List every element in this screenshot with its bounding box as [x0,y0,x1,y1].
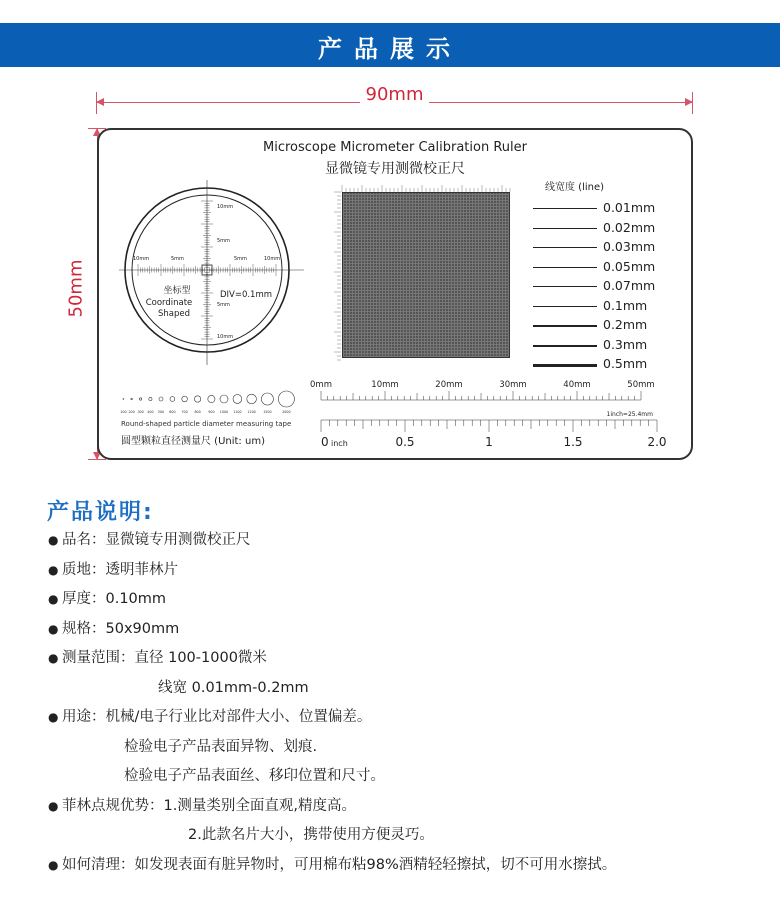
mm-ruler-label: 20mm [435,380,463,390]
mm-ruler-label: 30mm [499,380,527,390]
inch-ruler-label: 0 [321,435,329,449]
inch-conversion-note: 1inch=25.4mm [606,411,653,418]
reticle-type-cn: 坐标型 [163,286,191,296]
line-width-label: 0.2mm [603,317,648,332]
line-width-sample [533,345,597,348]
particle-size-label: 300 [137,410,144,414]
spec-line [48,705,768,735]
line-width-label: 0.03mm [603,239,656,254]
line-width-row [531,238,681,258]
line-width-row [531,258,681,278]
line-width-sample [533,306,597,308]
mm-ruler-label: 50mm [627,380,655,390]
line-width-sample [533,228,597,229]
spec-line [48,587,768,617]
line-width-label: 0.07mm [603,278,656,293]
bullet-icon: ● [48,651,59,665]
particle-size-label: 200 [128,410,135,414]
particle-size-label: 600 [169,410,176,414]
reticle-vscale-label: 5mm [217,302,230,308]
width-label-text: 90mm [360,84,430,105]
bullet-icon: ● [48,562,59,577]
spec-line [48,764,768,794]
spec-line [48,558,768,588]
reticle-vscale-label: 5mm [217,238,230,244]
reticle-scale-label: 10mm [133,256,150,262]
inch-ruler-scale [315,406,667,456]
particle-size-label: 100 [120,410,127,414]
card-title-cn: 显微镜专用测微校正尺 [325,161,465,177]
bullet-icon: ● [48,621,59,636]
spec-line [48,794,768,824]
reticle-type-en-1: Coordinate [145,298,193,308]
spec-text: 线宽 0.01mm-0.2mm [158,679,309,696]
line-width-sample [533,267,597,268]
particle-circle [208,395,215,402]
inch-ruler-label: 1 [485,435,493,449]
bullet-icon: ● [48,710,59,724]
mm-ruler-label: 0mm [310,380,332,390]
inch-ruler-label: 2.0 [647,435,667,449]
line-width-row [531,297,681,317]
height-dimension [62,128,102,460]
line-width-label: 0.1mm [603,297,648,313]
inch-ruler-label: 1.5 [563,435,583,449]
particle-size-label: 900 [208,410,215,414]
line-width-sample [533,286,597,287]
reticle-scale-label: 10mm [264,256,281,262]
spec-line [48,528,768,558]
mm-ruler-label: 10mm [371,380,399,390]
spec-line [48,646,768,676]
reticle-vscale-label: 10mm [217,334,234,340]
line-width-list [531,199,681,375]
spec-line [48,823,768,853]
spec-text: 检验电子产品表面丝、移印位置和尺寸。 [124,768,385,784]
page-title: 产品展示 [318,35,462,63]
particle-size-label: 1200 [247,410,256,414]
particle-size-label: 1000 [219,410,229,414]
width-label [96,84,693,105]
particle-circle [261,393,273,405]
header-banner [0,23,780,67]
card-title-en: Microscope Micrometer Calibration Ruler [263,140,527,155]
line-width-row [531,355,681,375]
particle-size-label: 1500 [263,410,272,414]
particle-circle [220,395,228,403]
spec-line [48,853,768,883]
reticle-vscale-label: 10mm [217,204,234,210]
spec-text: 厚度：0.10mm [62,591,167,607]
line-width-row [531,336,681,356]
spec-text: 如何清理：如发现表面有脏异物时，可用棉布粘98%酒精轻轻擦拭，切不可用水擦拭。 [62,856,617,873]
bullet-icon: ● [48,857,59,872]
bullet-icon: ● [48,533,59,547]
line-width-label: 0.3mm [603,336,648,352]
coordinate-reticle [119,180,319,370]
calibration-ruler-card [97,128,693,460]
spec-text: 检验电子产品表面异物、划痕. [124,738,318,755]
spec-line [48,676,768,706]
height-label: 50mm [65,259,87,318]
line-width-heading: 线宽度 (line) [545,182,605,193]
width-dimension [96,84,693,118]
spec-text: 2.此款名片大小，携带使用方便灵巧。 [188,827,434,843]
line-width-label: 0.01mm [603,200,656,215]
particle-circle [233,395,242,404]
line-width-row [531,219,681,239]
grid-ruler-top [342,182,510,192]
spec-list [48,528,768,882]
particle-circle [194,396,200,402]
spec-text: 质地：透明菲林片 [62,561,178,578]
particle-circle [159,397,163,401]
line-width-sample [533,325,597,327]
line-width-label: 0.05mm [603,258,656,274]
spec-line [48,735,768,765]
reticle-scale-label: 5mm [171,256,184,262]
line-width-row [531,316,681,336]
particle-caption-cn: 圆型颗粒直径测量尺 (Unit: um) [121,436,265,447]
description-title: 产品说明: [47,500,154,525]
particle-size-label: 500 [157,410,165,414]
particle-circle [139,398,141,400]
particle-dots [117,385,297,415]
particle-caption-en: Round-shaped particle diameter measuring tape [121,420,292,428]
spec-text: 菲林点规优势：1.测量类别全面直观,精度高。 [62,797,356,814]
spec-text: 品名：显微镜专用测微校正尺 [62,532,251,548]
particle-size-label: 800 [194,410,201,414]
grid-ruler-left [331,192,341,358]
mm-ruler-label: 40mm [563,380,591,390]
measuring-grid [342,192,510,358]
spec-text: 测量范围：直径 100-1000微米 [62,650,267,666]
reticle-scale-label: 5mm [234,256,247,262]
particle-size-label: 2000 [282,410,291,414]
line-width-label: 0.5mm [603,356,648,371]
particle-circle [247,394,257,404]
line-width-row [531,277,681,297]
bullet-icon: ● [48,592,59,606]
particle-circle [123,399,124,400]
particle-circle [131,398,133,400]
spec-line [48,617,768,647]
inch-ruler [315,406,667,456]
reticle-type-en-2: Shaped [157,309,191,319]
line-width-label: 0.02mm [603,219,656,235]
particle-circle [278,391,294,407]
line-width-sample [533,247,597,248]
line-width-sample [533,208,597,209]
spec-text: 用途：机械/电子行业比对部件大小、位置偏差。 [62,709,372,725]
line-width-sample [533,364,597,367]
line-width-panel [531,178,681,375]
particle-size-label: 700 [181,410,188,414]
bullet-icon: ● [48,798,59,813]
particle-size-label: 400 [147,410,154,414]
spec-text: 规格：50x90mm [62,620,180,637]
particle-circle [170,397,175,402]
line-width-row [531,199,681,219]
inch-ruler-label: 0.5 [395,435,415,449]
reticle-div-label: DIV=0.1mm [219,290,273,300]
inch-unit-label: inch [331,439,348,448]
particle-circle [149,397,152,400]
particle-circle [182,396,188,402]
particle-size-label: 1100 [233,410,242,414]
